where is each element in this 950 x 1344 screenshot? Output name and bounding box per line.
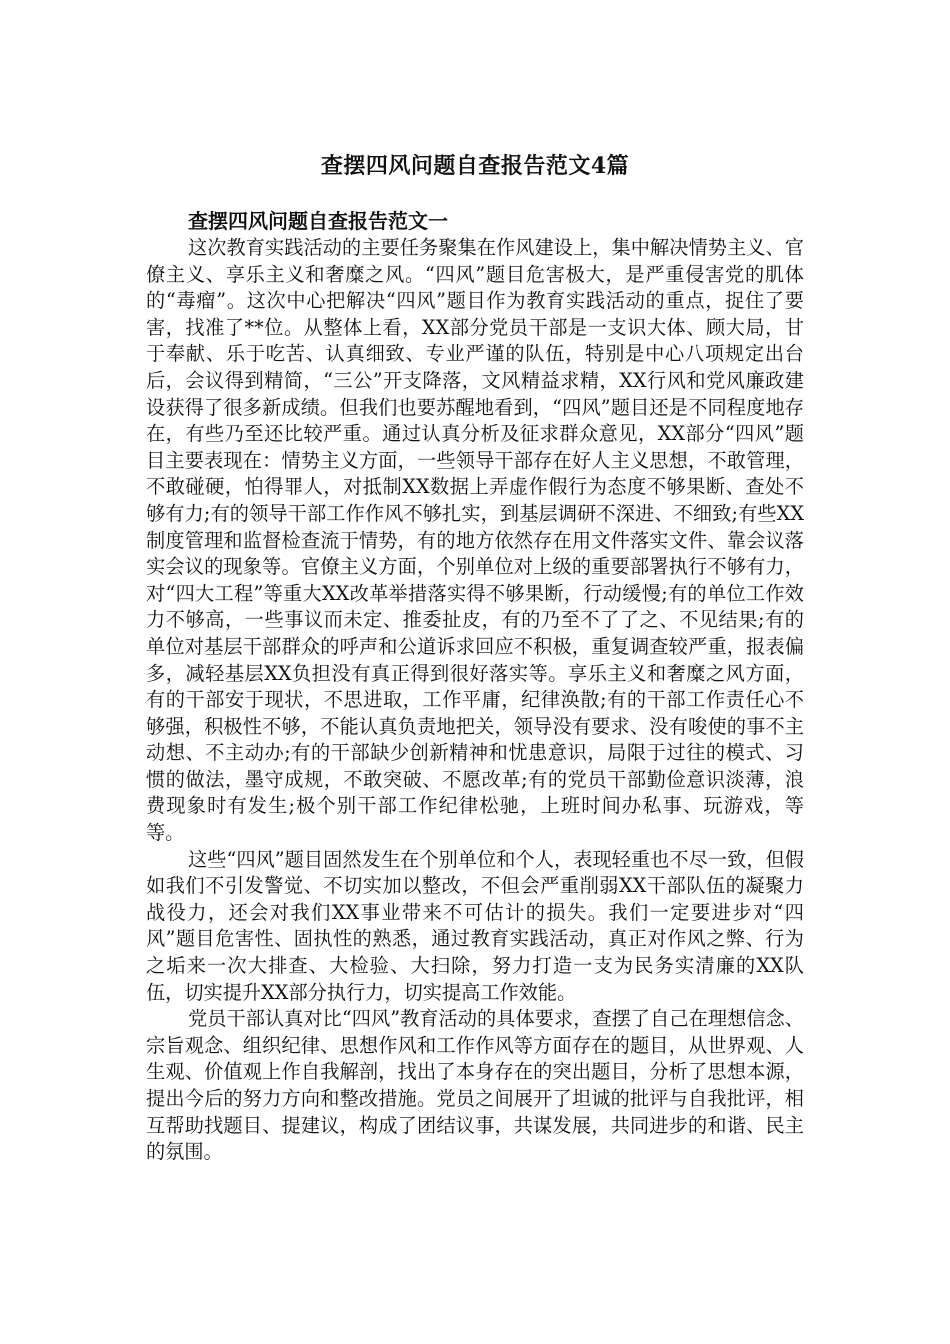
body-paragraph-1: 这次教育实践活动的主要任务聚集在作风建设上，集中解决情势主义、官僚主义、享乐主义和奢糜之风。“四风”题目危害极大，是严重侵害党的肌体的“毒瘤”。这次中心把解决“四风”题目作为教育实践活动的重点，捉住了要害，找准了**位。从整体上看，XX部分党员干部是一支识大体、顾大局，甘于奉献、乐于吃苦、认真细致、专业严谨的队伍，特别是中心八项规定出台后，会议得到精简，“三公”开支降落，文风精益求精，XX行风和党风廉政建设获得了很多新成绩。但我们也要苏醒地看到，“四风”题目还是不同程度地存在，有些乃至还比较严重。通过认真分析及征求群众意见，XX部分“四风”题目主要表现在：情势主义方面，一些领导干部存在好人主义思想，不敢管理，不敢碰硬，怕得罪人，对抵制XX数据上弄虚作假行为态度不够果断、查处不够有力;有的领导干部工作作风不够扎实，到基层调研不深进、不细致;有些XX制度管理和监督检查流于情势，有的地方依然存在用文件落实文件、靠会议落实会议的现象等。官僚主义方面，个别单位对上级的重要部署执行不够有力，对“四大工程”等重大XX改革举措落实得不够果断，行动缓慢;有的单位工作效力不够高，一些事议而未定、推委扯皮，有的乃至不了了之、不见结果;有的单位对基层干部群众的呼声和公道诉求回应不积极，重复调查较严重，报表偏多，减轻基层XX负担没有真正得到很好落实等。享乐主义和奢糜之风方面，有的干部安于现状，不思进取，工作平庸，纪律涣散;有的干部工作责任心不够强，积极性不够，不能认真负责地把关，领导没有要求、没有唆使的事不主动想、不主动办;有的干部缺少创新精神和忧患意识，局限于过往的模式、习惯的做法，墨守成规，不敢突破、不愿改革;有的党员干部勤俭意识淡薄，浪费现象时有发生;极个别干部工作纪律松驰，上班时间办私事、玩游戏，等等。 xyxy=(146,236,804,845)
document-title: 查摆四风问题自查报告范文4篇 xyxy=(320,153,630,179)
document-body xyxy=(146,207,804,1166)
section-heading: 查摆四风问题自查报告范文一 xyxy=(188,209,448,233)
body-paragraph-3: 党员干部认真对比“四风”教育活动的具体要求，查摆了自己在理想信念、宗旨观念、组织纪律、思想作风和工作作风等方面存在的题目，从世界观、人生观、价值观上作自我解剖，找出了本身存在的突出题目，分析了思想本源，提出今后的努力方向和整改措施。党员之间展开了坦诚的批评与自我批评，相互帮助找题目、提建议，构成了团结议事，共谋发展，共同进步的和谐、民主的氛围。 xyxy=(146,1007,804,1164)
body-paragraph-2: 这些“四风”题目固然发生在个别单位和个人，表现轻重也不尽一致，但假如我们不引发警觉、不切实加以整改，不但会严重削弱XX干部队伍的凝聚力战役力，还会对我们XX事业带来不可估计的损失。我们一定要进步对“四风”题目危害性、固执性的熟悉，通过教育实践活动，真正对作风之弊、行为之垢来一次大排查、大检验、大扫除，努力打造一支为民务实清廉的XX队伍，切实提升XX部分执行力，切实提高工作效能。 xyxy=(146,847,804,1004)
